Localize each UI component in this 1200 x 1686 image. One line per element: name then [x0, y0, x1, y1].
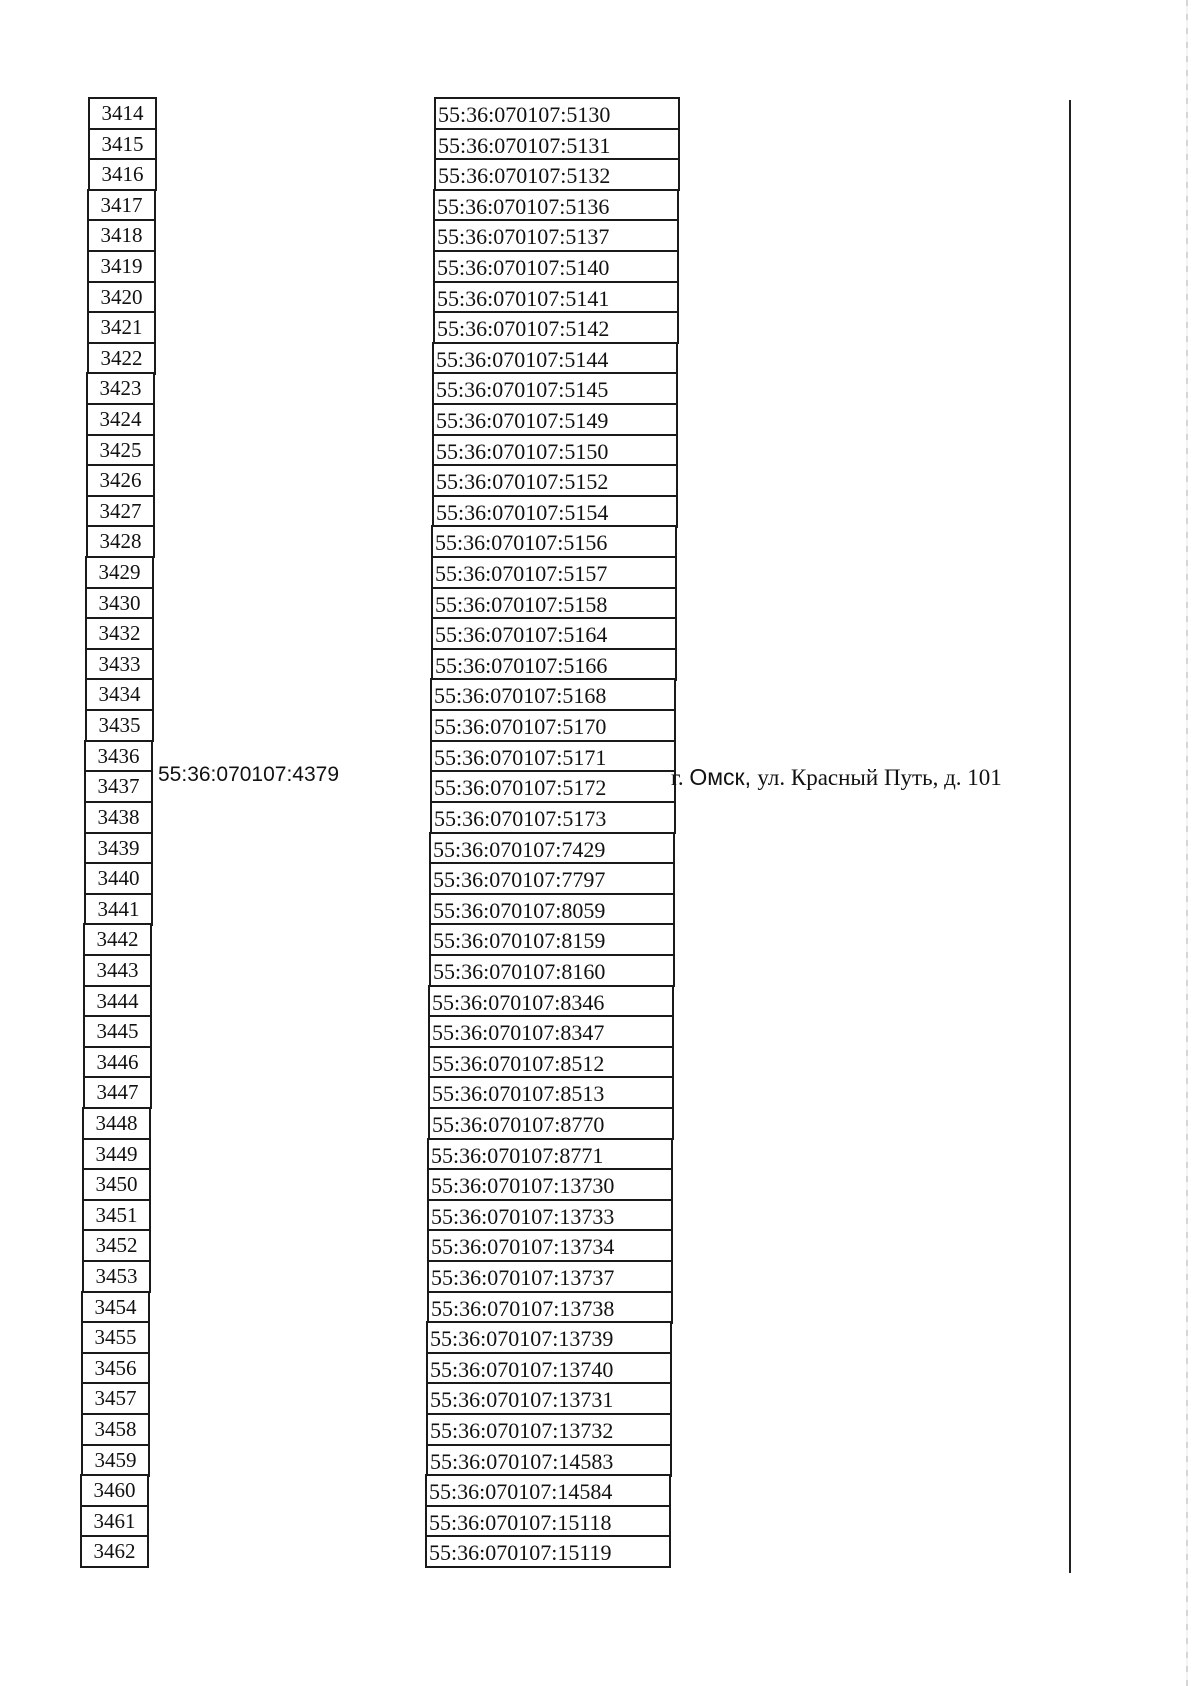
row-number-cell: 3447	[83, 1076, 152, 1109]
row-number-cell: 3423	[86, 372, 155, 405]
row-number-cell: 3448	[82, 1107, 151, 1140]
cadastral-number-cell: 55:36:070107:5152	[432, 464, 678, 497]
row-number-cell: 3414	[88, 97, 157, 130]
row-number-cell: 3460	[80, 1474, 149, 1507]
cadastral-number-cell: 55:36:070107:5156	[431, 525, 677, 558]
address-city: Омск,	[689, 764, 758, 790]
address	[671, 764, 1002, 791]
row-number-cell: 3454	[81, 1291, 150, 1324]
row-number-cell: 3436	[84, 740, 153, 773]
row-number-cell: 3430	[85, 587, 154, 620]
cadastral-number-cell: 55:36:070107:13737	[427, 1260, 673, 1293]
scan-edge-artifact	[1186, 0, 1188, 1686]
cadastral-number-cell: 55:36:070107:13733	[427, 1199, 673, 1232]
row-number-cell: 3451	[82, 1199, 151, 1232]
cadastral-number-cell: 55:36:070107:13738	[427, 1291, 673, 1324]
cadastral-number-cell: 55:36:070107:13731	[426, 1382, 672, 1415]
row-number-cell: 3422	[87, 342, 156, 375]
cadastral-number-cell: 55:36:070107:5164	[431, 617, 677, 650]
cadastral-number-cell: 55:36:070107:13734	[427, 1229, 673, 1262]
cadastral-number-cell: 55:36:070107:13740	[426, 1352, 672, 1385]
cadastral-number-cell: 55:36:070107:5173	[430, 801, 676, 834]
row-number-cell: 3450	[82, 1168, 151, 1201]
row-number-cell: 3440	[84, 862, 153, 895]
row-number-cell: 3420	[87, 281, 156, 314]
cadastral-number-cell: 55:36:070107:5145	[432, 372, 678, 405]
row-number-cell: 3458	[81, 1413, 150, 1446]
cadastral-number-cell: 55:36:070107:5154	[432, 495, 678, 528]
cadastral-number-cell: 55:36:070107:8160	[429, 954, 675, 987]
cadastral-number-cell: 55:36:070107:5137	[433, 219, 679, 252]
cadastral-number-cell: 55:36:070107:7429	[429, 832, 675, 865]
cadastral-number-cell: 55:36:070107:15118	[425, 1505, 671, 1538]
cadastral-number-cell: 55:36:070107:15119	[425, 1535, 671, 1568]
row-number-cell: 3416	[88, 158, 157, 191]
row-number-cell: 3455	[81, 1321, 150, 1354]
row-number-cell: 3438	[84, 801, 153, 834]
cadastral-number-cell: 55:36:070107:8512	[428, 1046, 674, 1079]
cadastral-number-cell: 55:36:070107:5157	[431, 556, 677, 589]
cadastral-number-cell: 55:36:070107:5144	[432, 342, 678, 375]
cadastral-number-cell: 55:36:070107:13730	[427, 1168, 673, 1201]
cadastral-number-cell: 55:36:070107:13732	[426, 1413, 672, 1446]
row-number-cell: 3435	[85, 709, 154, 742]
row-number-cell: 3437	[84, 770, 153, 803]
row-number-cell: 3446	[83, 1046, 152, 1079]
parent-cadastral-number: 55:36:070107:4379	[158, 763, 340, 786]
cadastral-number-cell: 55:36:070107:5141	[433, 281, 679, 314]
cadastral-number-cell: 55:36:070107:14584	[425, 1474, 671, 1507]
cadastral-number-cell: 55:36:070107:5171	[430, 740, 676, 773]
row-number-cell: 3459	[81, 1444, 150, 1477]
cadastral-number-cell: 55:36:070107:8771	[427, 1138, 673, 1171]
row-number-cell: 3441	[84, 893, 153, 926]
row-number-cell: 3445	[83, 1015, 152, 1048]
cadastral-number-cell: 55:36:070107:5136	[433, 189, 679, 222]
cadastral-number-cell: 55:36:070107:8059	[429, 893, 675, 926]
row-number-cell: 3462	[80, 1535, 149, 1568]
cadastral-number-cell: 55:36:070107:14583	[426, 1444, 672, 1477]
row-number-cell: 3457	[81, 1382, 150, 1415]
cadastral-number-cell: 55:36:070107:8513	[428, 1076, 674, 1109]
cadastral-number-cell: 55:36:070107:5140	[433, 250, 679, 283]
row-number-cell: 3439	[84, 832, 153, 865]
row-number-cell: 3429	[85, 556, 154, 589]
row-number-cell: 3452	[82, 1229, 151, 1262]
row-number-cell: 3443	[83, 954, 152, 987]
row-number-cell: 3442	[83, 923, 152, 956]
row-number-cell: 3417	[87, 189, 156, 222]
cadastral-number-cell: 55:36:070107:5158	[431, 587, 677, 620]
cadastral-number-cell: 55:36:070107:5130	[434, 97, 680, 130]
row-number-cell: 3421	[87, 311, 156, 344]
row-number-cell: 3453	[82, 1260, 151, 1293]
cadastral-number-cell: 55:36:070107:5149	[432, 403, 678, 436]
row-number-cell: 3419	[87, 250, 156, 283]
row-number-cell: 3425	[86, 434, 155, 467]
cadastral-number-cell: 55:36:070107:8159	[429, 923, 675, 956]
cadastral-number-cell: 55:36:070107:5166	[431, 648, 677, 681]
cadastral-number-cell: 55:36:070107:7797	[429, 862, 675, 895]
row-number-cell: 3428	[86, 525, 155, 558]
address-street-prefix: ул.	[757, 765, 791, 790]
cadastral-number-cell: 55:36:070107:13739	[426, 1321, 672, 1354]
cadastral-number-cell: 55:36:070107:5142	[433, 311, 679, 344]
address-prefix: г.	[671, 765, 690, 790]
cadastral-number-cell: 55:36:070107:5132	[434, 158, 680, 191]
row-number-cell: 3444	[83, 985, 152, 1018]
cadastral-number-cell: 55:36:070107:5172	[430, 770, 676, 803]
row-number-cell: 3415	[88, 128, 157, 161]
row-number-cell: 3433	[85, 648, 154, 681]
cadastral-number-cell: 55:36:070107:8347	[428, 1015, 674, 1048]
right-border-line	[1069, 100, 1071, 1573]
row-number-cell: 3426	[86, 464, 155, 497]
row-number-cell: 3434	[85, 678, 154, 711]
address-street: Красный Путь, д. 101	[790, 765, 1002, 790]
cadastral-number-cell: 55:36:070107:5131	[434, 128, 680, 161]
row-number-cell: 3424	[86, 403, 155, 436]
row-number-cell: 3449	[82, 1138, 151, 1171]
cadastral-number-cell: 55:36:070107:5170	[430, 709, 676, 742]
cadastral-number-cell: 55:36:070107:8770	[428, 1107, 674, 1140]
row-number-cell: 3427	[86, 495, 155, 528]
cadastral-number-cell: 55:36:070107:5168	[430, 678, 676, 711]
cadastral-number-cell: 55:36:070107:5150	[432, 434, 678, 467]
row-number-cell: 3461	[80, 1505, 149, 1538]
row-number-cell: 3418	[87, 219, 156, 252]
row-number-cell: 3456	[81, 1352, 150, 1385]
cadastral-number-cell: 55:36:070107:8346	[428, 985, 674, 1018]
row-number-cell: 3432	[85, 617, 154, 650]
